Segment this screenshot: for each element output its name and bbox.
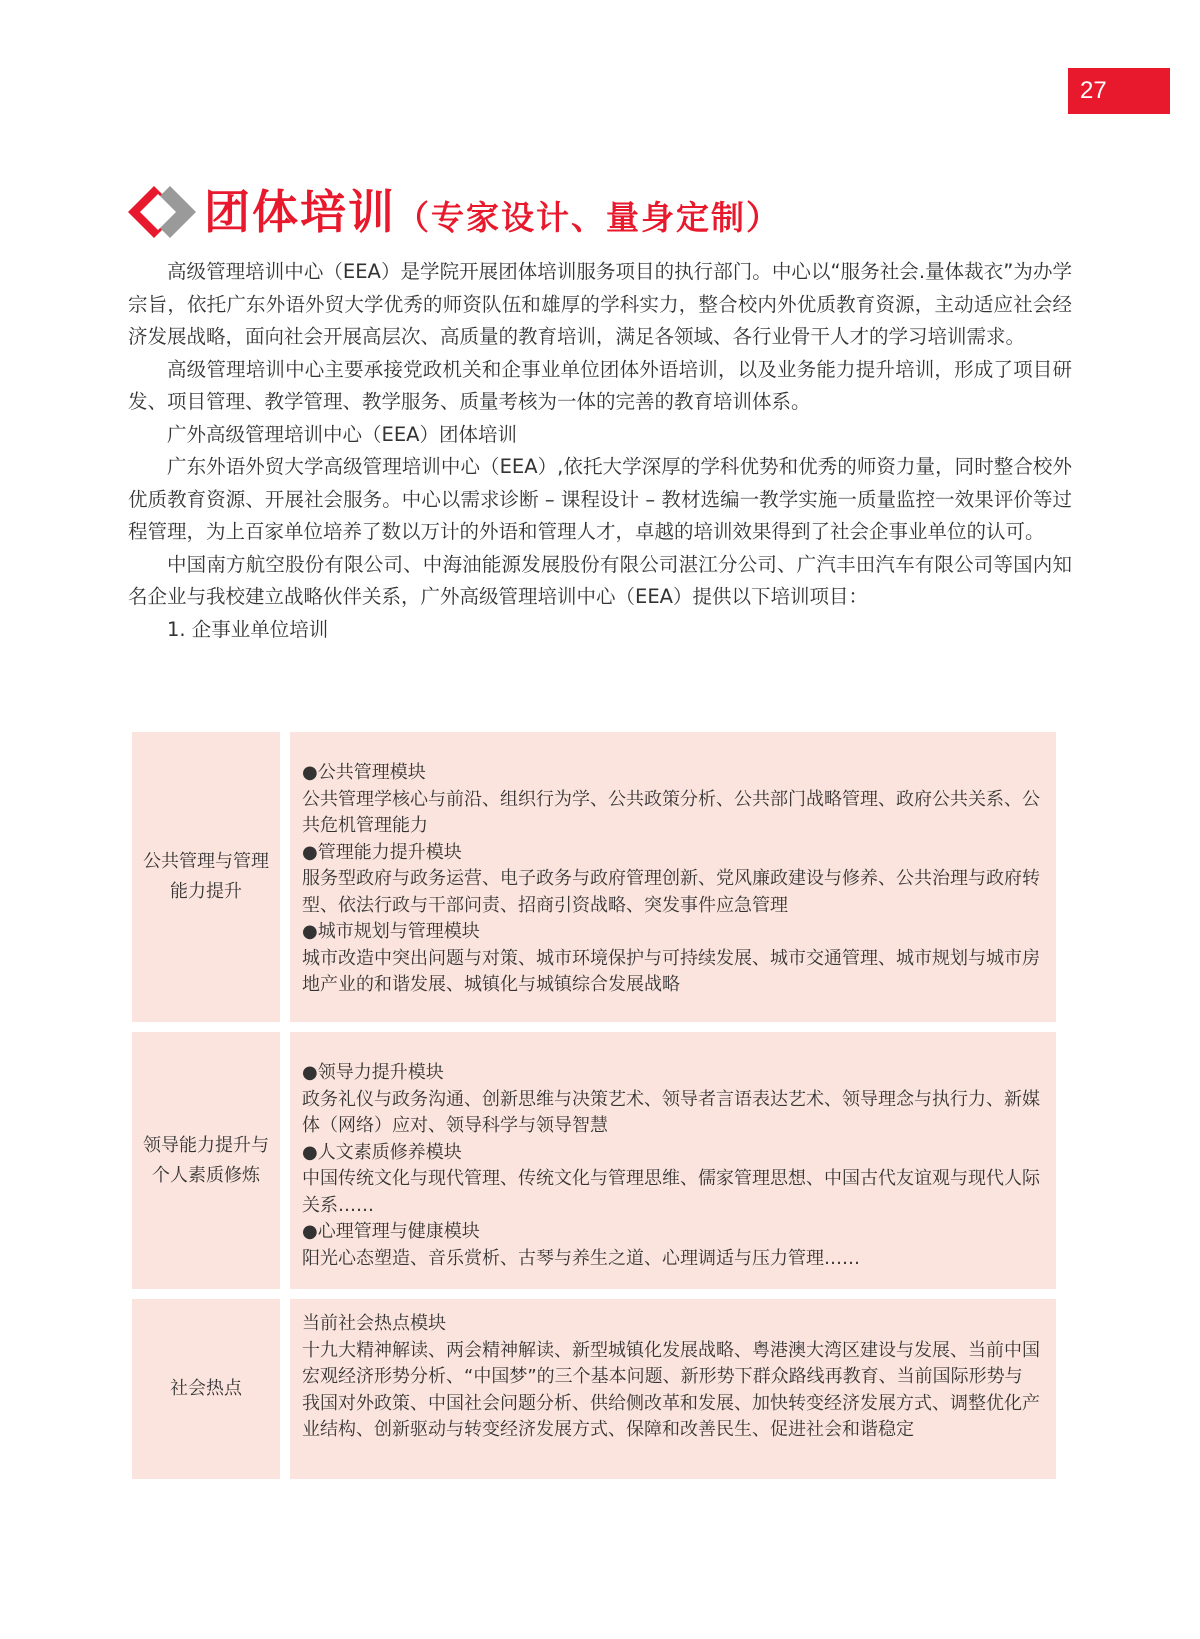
module-title: ●领导力提升模块 — [302, 1062, 444, 1083]
table-row — [132, 1299, 1056, 1479]
paragraph: 高级管理培训中心（EEA）是学院开展团体培训服务项目的执行部门。中心以“服务社会.量体裁衣”为办学宗旨，依托广东外语外贸大学优秀的师资队伍和雄厚的学科实力，整合校内外优质教育资源，主动适应社会经济发展战略，面向社会开展高层次、高质量的教育培训，满足各领域、各行业骨干人才的学习培训需求。 — [128, 260, 1072, 348]
page-number: 27 — [1068, 68, 1170, 114]
paragraph: 广外高级管理培训中心（EEA）团体培训 — [167, 422, 517, 446]
module-desc: 中国传统文化与现代管理、传统文化与管理思维、儒家管理思想、中国古代友谊观与现代人际关系…… — [302, 1168, 1040, 1216]
row-label: 公共管理与管理能力提升 — [132, 732, 280, 1022]
module-desc: 政务礼仪与政务沟通、创新思维与决策艺术、领导者言语表达艺术、领导理念与执行力、新媒体（网络）应对、领导科学与领导智慧 — [302, 1088, 1040, 1136]
list-heading: 1. 企事业单位培训 — [167, 617, 329, 641]
table-row — [132, 732, 1056, 1022]
body-text — [128, 256, 1072, 646]
section-title: 团体培训 — [204, 185, 396, 239]
row-content — [290, 1299, 1056, 1479]
module-desc: 城市改造中突出问题与对策、城市环境保护与可持续发展、城市交通管理、城市规划与城市房地产业的和谐发展、城镇化与城镇综合发展战略 — [302, 947, 1040, 995]
paragraph: 广东外语外贸大学高级管理培训中心（EEA）,依托大学深厚的学科优势和优秀的师资力量，同时整合校外优质教育资源、开展社会服务。中心以需求诊断 – 课程设计 – 教材选编一教学实施一质量监控一效果评价等过程管理，为上百家单位培养了数以万计的外语和管理人才，卓越的培训效果得到了社会企事业单位的认可。 — [128, 455, 1072, 543]
section-heading — [128, 182, 1078, 242]
module-title: ●公共管理模块 — [302, 762, 426, 783]
paragraph: 高级管理培训中心主要承接党政机关和企事业单位团体外语培训，以及业务能力提升培训，形成了项目研发、项目管理、教学管理、教学服务、质量考核为一体的完善的教育培训体系。 — [128, 357, 1072, 413]
paragraph: 中国南方航空股份有限公司、中海油能源发展股份有限公司湛江分公司、广汽丰田汽车有限公司等国内知名企业与我校建立战略伙伴关系，广外高级管理培训中心（EEA）提供以下培训项目： — [128, 552, 1072, 608]
module-title: 当前社会热点模块 — [302, 1313, 446, 1334]
module-desc: 服务型政府与政务运营、电子政务与政府管理创新、党风廉政建设与修养、公共治理与政府转型、依法行政与干部问责、招商引资战略、突发事件应急管理 — [302, 868, 1040, 916]
training-table — [132, 732, 1056, 1489]
row-content — [290, 732, 1056, 1022]
module-title: ●人文素质修养模块 — [302, 1141, 462, 1163]
diamond-logo-icon — [128, 182, 198, 242]
row-label: 社会热点 — [132, 1299, 280, 1479]
module-desc: 公共管理学核心与前沿、组织行为学、公共政策分析、公共部门战略管理、政府公共关系、公共危机管理能力 — [302, 788, 1040, 836]
row-label: 领导能力提升与个人素质修炼 — [132, 1032, 280, 1289]
table-row — [132, 1032, 1056, 1289]
module-title: ●管理能力提升模块 — [302, 841, 462, 863]
module-title: ●心理管理与健康模块 — [302, 1221, 480, 1242]
module-desc: 十九大精神解读、两会精神解读、新型城镇化发展战略、粤港澳大湾区建设与发展、当前中国宏观经济形势分析、“中国梦”的三个基本问题、新形势下群众路线再教育、当前国际形势与我国对外政策、中国社会问题分析、供给侧改革和发展、加快转变经济发展方式、调整优化产业结构、创新驱动与转变经济发展方式、保障和改善民生、促进社会和谐稳定 — [302, 1339, 1040, 1440]
row-content — [290, 1032, 1056, 1289]
module-desc: 阳光心态塑造、音乐赏析、古琴与养生之道、心理调适与压力管理…… — [302, 1247, 860, 1269]
section-subtitle: （专家设计、量身定制） — [396, 198, 781, 237]
module-title: ●城市规划与管理模块 — [302, 921, 480, 942]
